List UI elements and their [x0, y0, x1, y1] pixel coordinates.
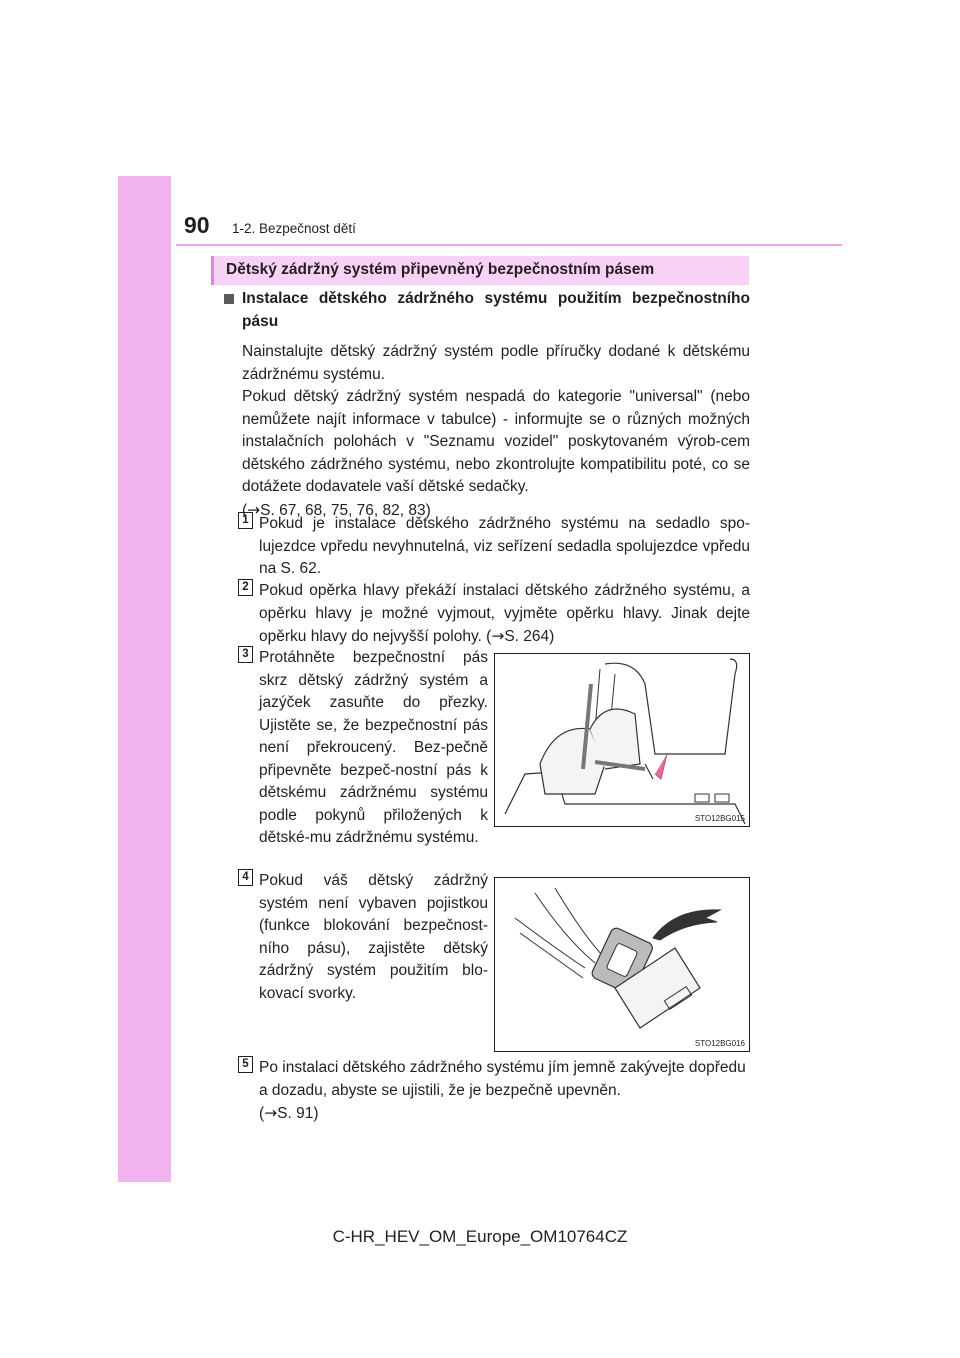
- intro-line-1: Nainstalujte dětský zádržný systém podle příručky dodané k dětskému zádržnému systému.: [242, 343, 750, 383]
- intro-reference-pages: S. 67, 68, 75, 76, 82, 83): [260, 501, 431, 519]
- chapter-sidebar: [118, 176, 171, 1182]
- step-2-reference: S. 264): [504, 628, 555, 645]
- figure-code: STO12BG015: [694, 814, 745, 823]
- heading-bullet-icon: [224, 294, 234, 304]
- subheading: Instalace dětského zádržného systému použitím bezpečnostního pásu: [242, 290, 750, 330]
- step-4-text: Pokud váš dětský zádržný systém není vybaven pojistkou (funkce blokování bezpečnost-ního pásu), zajistěte dětský zádržný systém použitím blo-kovací svorky.: [259, 872, 488, 1002]
- step-3-text: Protáhněte bezpečnostní pás skrz dětský zádržný systém a jazýček zasuňte do přezky. Ujistěte se, že bezpečnostní pás není překroucený. Bez-pečně připevněte bezpeč-nostní pás k dětskému zádržnému systému podle pokynů přiložených k dětské-mu zádržnému systému.: [259, 649, 488, 846]
- topic-box: [211, 256, 749, 285]
- header-rule: [176, 244, 842, 246]
- locking-clip-illustration: [494, 877, 750, 1052]
- intro-line-2: Pokud dětský zádržný systém nespadá do kategorie "universal" (nebo nemůžete najít informace v tabulce) - informujte se o různých možných instalačních polohách v "Seznamu vozidel" poskytovaném výrob-cem dětského zádržného systému, nebo zkontrolujte kompatibilitu poté, co se dotážete dodavatele vaší dětské sedačky.: [242, 388, 750, 495]
- topic-box-title: Dětský zádržný systém připevněný bezpečnostním pásem: [226, 261, 655, 278]
- step-3-number: 3: [238, 646, 253, 663]
- step-5-text: [259, 1057, 750, 1126]
- intro-reference: (→S. 67, 68, 75, 76, 82, 83): [242, 500, 431, 519]
- locking-clip-drawing: [495, 878, 749, 1051]
- document-footer: C-HR_HEV_OM_Europe_OM10764CZ: [332, 1227, 628, 1246]
- step-5-number: 5: [238, 1056, 253, 1073]
- intro-text: [242, 341, 750, 522]
- step-2-body: Pokud opěrka hlavy překáží instalaci dětského zádržného systému, a opěrku hlavy je možné vyjmout, vyjměte opěrku hlavy. Jinak dejte opěrku hlavy do nejvyšší polohy. (: [259, 582, 750, 645]
- child-seat-illustration: [494, 653, 750, 827]
- step-5-reference: (→S. 91): [259, 1104, 319, 1122]
- arrow-icon: →: [491, 627, 505, 645]
- step-5-body: Po instalaci dětského zádržného systému jím jemně zakývejte dopředu a dozadu, abyste se ujistili, že je bezpečně upevněn.: [259, 1059, 746, 1099]
- arrow-icon: →: [247, 500, 261, 519]
- step-1-number: 1: [238, 512, 253, 529]
- step-1-text: Pokud je instalace dětského zádržného systému na sedadlo spo-lujezdce vpředu nevyhnutelná, viz seřízení sedadla spolujezdce vpředu na S. 62.: [259, 515, 750, 577]
- figure-code: STO12BG016: [694, 1039, 745, 1048]
- child-seat-drawing: [495, 654, 749, 826]
- page-number: 90: [184, 212, 210, 238]
- step-4-number: 4: [238, 869, 253, 886]
- arrow-icon: →: [264, 1104, 278, 1122]
- step-5-reference-page: S. 91): [277, 1105, 319, 1122]
- step-2-number: 2: [238, 579, 253, 596]
- section-title: 1-2. Bezpečnost dětí: [232, 221, 356, 236]
- step-2-text: [259, 580, 750, 649]
